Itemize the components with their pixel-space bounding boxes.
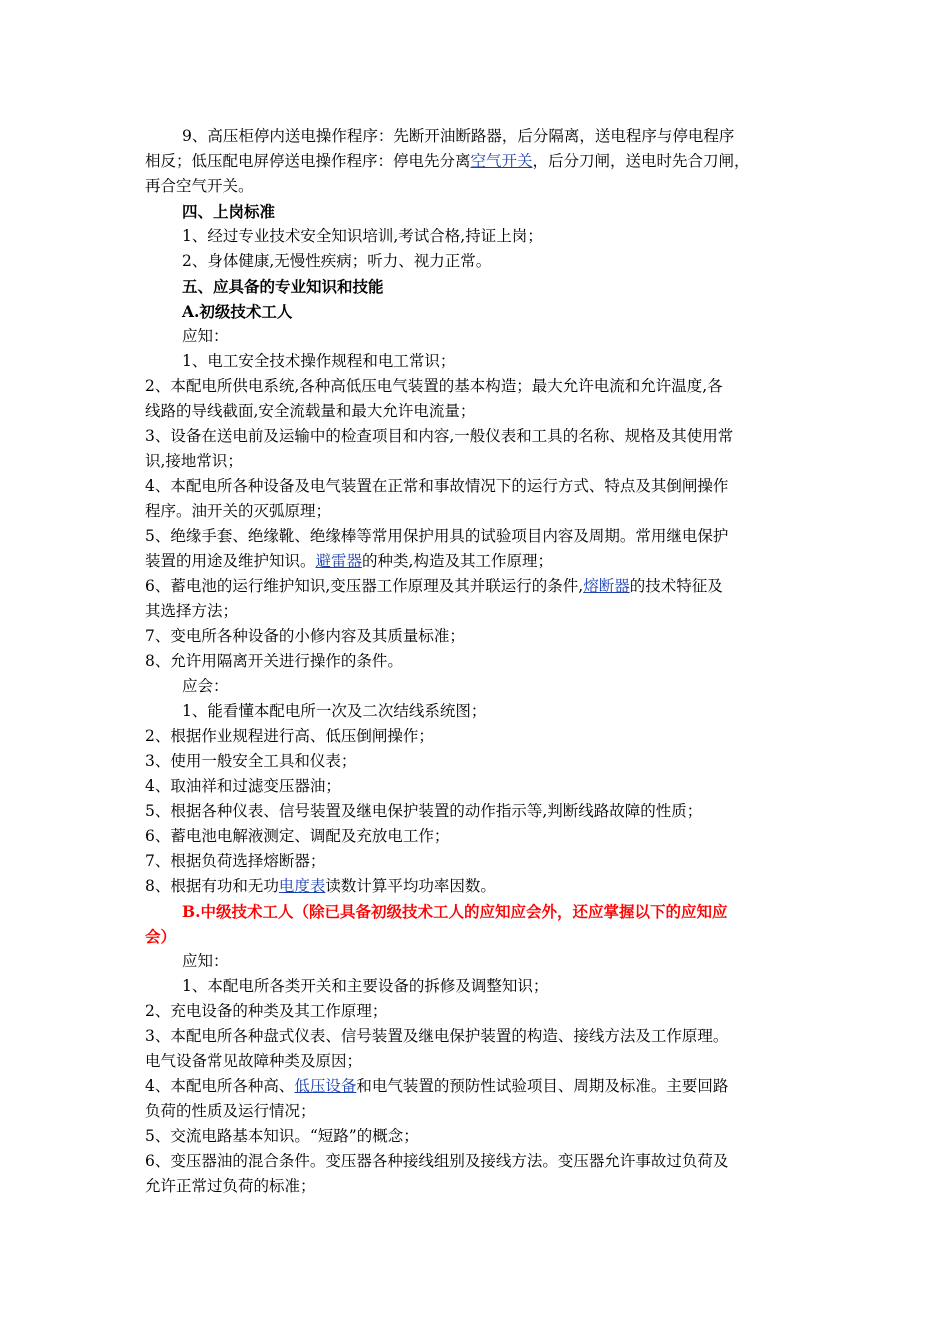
list-item: 识,接地常识；: [145, 452, 243, 470]
list-item: 3、使用一般安全工具和仪表；: [145, 752, 357, 770]
paragraph-line: 9、高压柜停内送电操作程序：先断开油断路器，后分隔离，送电程序与停电程序: [182, 127, 735, 145]
list-item: 程序。油开关的灭弧原理；: [145, 502, 332, 520]
link-lightning-arrester[interactable]: 避雷器: [315, 552, 363, 570]
text-run: 装置的用途及维护知识。: [145, 552, 316, 570]
list-item: 线路的导线截面,安全流载量和最大允许电流量；: [145, 402, 476, 420]
list-item: 7、变电所各种设备的小修内容及其质量标准；: [145, 627, 465, 645]
list-item: [145, 1074, 810, 1099]
know-label: 应知：: [182, 952, 229, 970]
list-item: 其选择方法；: [145, 602, 239, 620]
list-item: 4、本配电所各种设备及电气装置在正常和事故情况下的运行方式、特点及其倒闸操作: [145, 477, 729, 495]
subsection-heading-highlight: 会）: [145, 927, 177, 946]
text-run: 的技术特征及: [629, 577, 723, 595]
section-heading: 四、上岗标准: [182, 202, 276, 221]
list-item: [145, 574, 810, 599]
text-run: 的种类,构造及其工作原理；: [362, 552, 553, 570]
list-item: 5、绝缘手套、绝缘靴、绝缘棒等常用保护用具的试验项目内容及周期。常用继电保护: [145, 527, 729, 545]
list-item: 1、能看懂本配电所一次及二次结线系统图；: [182, 702, 487, 720]
text-run: 和电气装置的预防性试验项目、周期及标准。主要回路: [356, 1077, 729, 1095]
text-run: 读数计算平均功率因数。: [325, 877, 496, 895]
paragraph-line: 再合空气开关。: [145, 177, 254, 195]
list-item: 允许正常过负荷的标准；: [145, 1177, 316, 1195]
text-run: 相反；低压配电屏停送电操作程序：停电先分离: [145, 152, 471, 170]
list-item: 负荷的性质及运行情况；: [145, 1102, 316, 1120]
text-run: 4、本配电所各种高、: [145, 1077, 295, 1095]
section-heading: 五、应具备的专业知识和技能: [182, 277, 384, 296]
list-item: 5、交流电路基本知识。“短路”的概念；: [145, 1127, 419, 1145]
text-run: 8、根据有功和无功: [145, 877, 279, 895]
text-run: 6、蓄电池的运行维护知识,变压器工作原理及其并联运行的条件,: [145, 577, 584, 595]
link-fuse[interactable]: 熔断器: [583, 577, 630, 595]
list-item: 2、身体健康,无慢性疾病；听力、视力正常。: [182, 252, 492, 270]
list-item: 2、充电设备的种类及其工作原理；: [145, 1002, 388, 1020]
subsection-heading: A.初级技术工人: [182, 302, 293, 321]
link-air-switch[interactable]: 空气开关: [470, 152, 533, 170]
list-item: 6、蓄电池电解液测定、调配及充放电工作；: [145, 827, 450, 845]
paragraph-line: [145, 149, 810, 174]
list-item: 3、设备在送电前及运输中的检查项目和内容,一般仪表和工具的名称、规格及其使用常: [145, 427, 734, 445]
list-item: 4、取油祥和过滤变压器油；: [145, 777, 341, 795]
list-item: 8、允许用隔离开关进行操作的条件。: [145, 652, 403, 670]
list-item: 电气设备常见故障种类及原因；: [145, 1052, 363, 1070]
list-item: 3、本配电所各种盘式仪表、信号装置及继电保护装置的构造、接线方法及工作原理。: [145, 1027, 729, 1045]
list-item: [145, 549, 810, 574]
list-item: [145, 874, 810, 899]
list-item: 1、电工安全技术操作规程和电工常识；: [182, 352, 456, 370]
link-electric-meter[interactable]: 电度表: [278, 877, 326, 895]
link-low-voltage-equipment[interactable]: 低压设备: [294, 1077, 357, 1095]
list-item: 1、经过专业技术安全知识培训,考试合格,持证上岗；: [182, 227, 543, 245]
list-item: 7、根据负荷选择熔断器；: [145, 852, 326, 870]
list-item: 2、根据作业规程进行高、低压倒闸操作；: [145, 727, 434, 745]
list-item: 2、本配电所供电系统,各种高低压电气装置的基本构造；最大允许电流和允许温度,各: [145, 377, 723, 395]
text-run: ，后分刀闸，送电时先合刀闸，: [532, 152, 750, 170]
list-item: 6、变压器油的混合条件。变压器各种接线组别及接线方法。变压器允许事故过负荷及: [145, 1152, 729, 1170]
list-item: 1、本配电所各类开关和主要设备的拆修及调整知识；: [182, 977, 549, 995]
document-body: [145, 124, 810, 1199]
know-label: 应知：: [182, 327, 229, 345]
list-item: 5、根据各种仪表、信号装置及继电保护装置的动作指示等,判断线路故障的性质；: [145, 802, 703, 820]
can-label: 应会：: [182, 677, 229, 695]
subsection-heading-highlight: B.中级技术工人（除已具备初级技术工人的应知应会外，还应掌握以下的应知应: [182, 902, 728, 921]
